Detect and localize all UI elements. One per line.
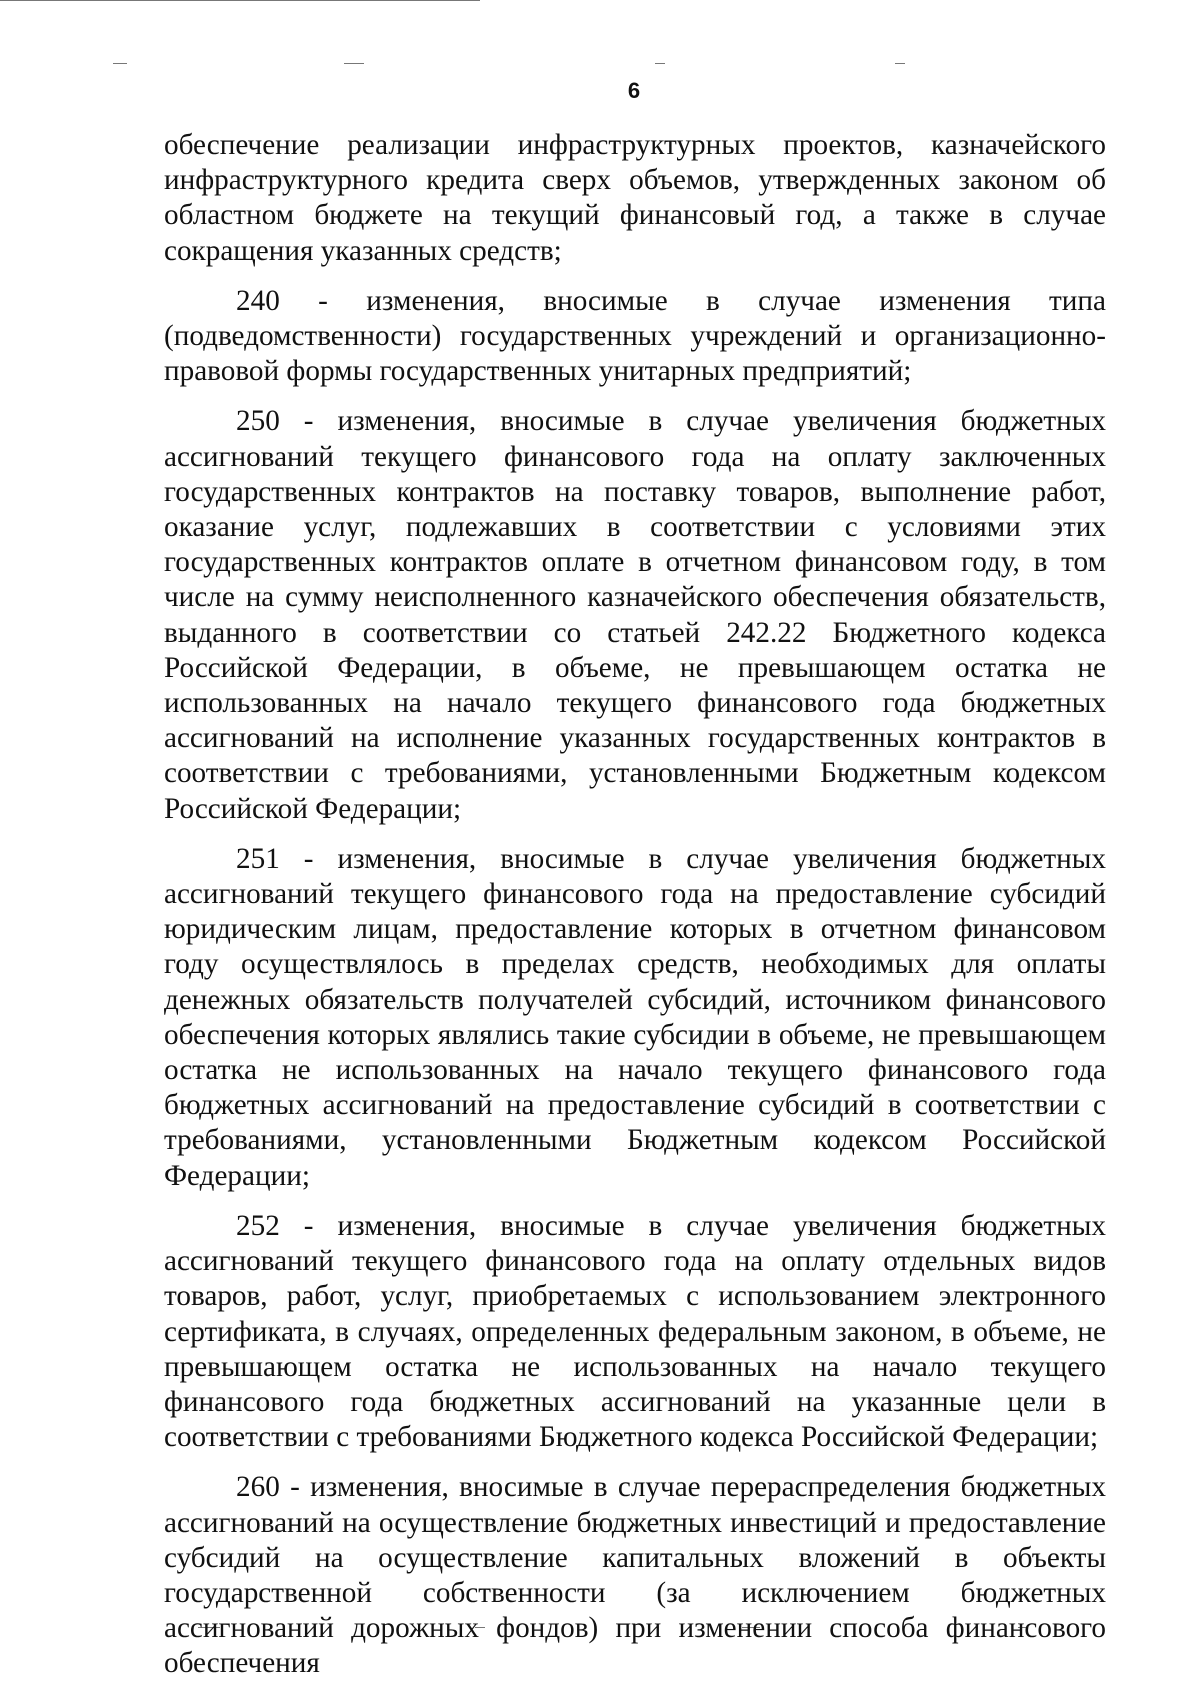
paragraph-250: 250 - изменения, вносимые в случае увеличения бюджетных ассигнований текущего финансового года на оплату заключенных государственных контрактов на поставку товаров, выполнение работ, оказание услуг, подлежавших в соответствии с условиями этих государственных контрактов оплате в отчетном финансовом году, в том числе на сумму неисполненного казначейского обеспечения обязательств, выданного в соответствии со статьей 242.22 Бюджетного кодекса Российской Федерации, в объеме, не превышающем остатка не использованных на начало текущего финансового года бюджетных ассигнований на исполнение указанных государственных контрактов в соответствии с требованиями, установленными Бюджетным кодексом Российской Федерации; <box>164 405 1106 825</box>
document-body <box>164 128 1106 1697</box>
scan-line-top <box>0 0 480 1</box>
paragraph-260: 260 - изменения, вносимые в случае перераспределения бюджетных ассигнований на осуществление бюджетных инвестиций и предоставление субсидий на осуществление капитальных вложений в объекты государственной собственности (за исключением бюджетных ассигнований дорожных фондов) при изменении способа финансового обеспечения <box>164 1471 1106 1680</box>
paragraph-252: 252 - изменения, вносимые в случае увеличения бюджетных ассигнований текущего финансового года на оплату отдельных видов товаров, работ, услуг, приобретаемых с использованием электронного сертификата, в случаях, определенных федеральным законом, в объеме, не превышающем остатка не использованных на начало текущего финансового года бюджетных ассигнований на указанные цели в соответствии с требованиями Бюджетного кодекса Российской Федерации; <box>164 1209 1106 1454</box>
paragraph-continuation: обеспечение реализации инфраструктурных проектов, казначейского инфраструктурного кредита сверх объемов, утвержденных законом об областном бюджете на текущий финансовый год, а также в случае сокращения указанных средств; <box>164 129 1106 267</box>
scan-dash-top-1 <box>113 63 127 64</box>
scan-dash-top-4 <box>895 63 905 64</box>
paragraph-240: 240 - изменения, вносимые в случае изменения типа (подведомственности) государственных учреждений и организационно-правовой формы государственных унитарных предприятий; <box>164 284 1106 388</box>
scan-dash-top-3 <box>655 63 665 64</box>
paragraph-251: 251 - изменения, вносимые в случае увеличения бюджетных ассигнований текущего финансового года на предоставление субсидий юридическим лицам, предоставление которых в отчетном финансовом году осуществлялось в пределах средств, необходимых для оплаты денежных обязательств получателей субсидий, источником финансового обеспечения которых являлись такие субсидии в объеме, не превышающем остатка не использованных на начало текущего финансового года бюджетных ассигнований на предоставление субсидий в соответствии с требованиями, установленными Бюджетным кодексом Российской Федерации; <box>164 842 1106 1192</box>
scan-dash-top-2 <box>344 63 364 64</box>
page-number: 6 <box>627 78 641 103</box>
